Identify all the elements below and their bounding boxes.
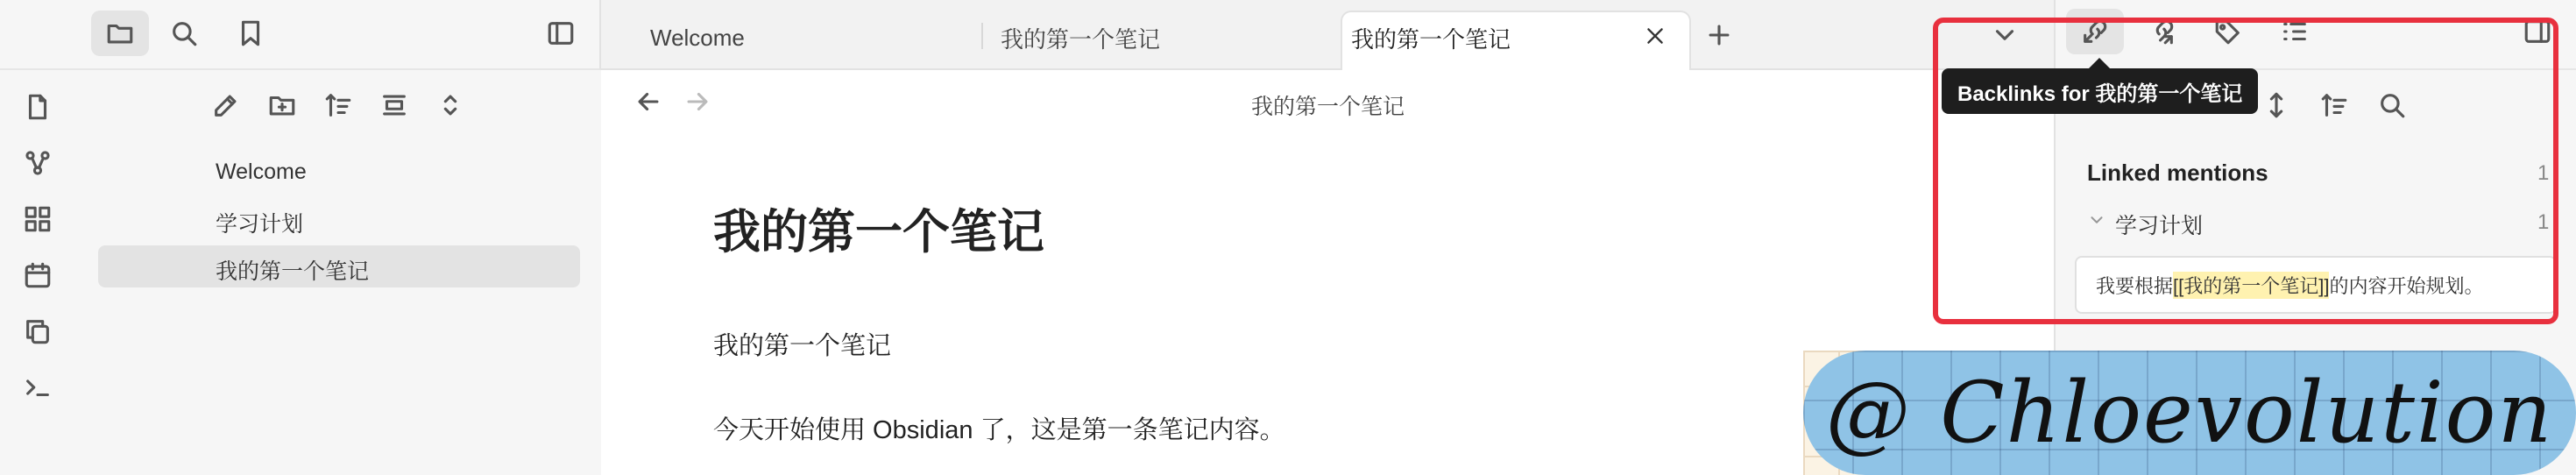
note-paragraph-1[interactable]: 我的第一个笔记 (713, 332, 892, 360)
sort-icon[interactable] (321, 88, 356, 123)
bookmark-icon[interactable] (233, 16, 268, 51)
linked-mentions-label[interactable]: Linked mentions (2087, 160, 2268, 186)
note-paragraph-2[interactable]: 今天开始使用 Obsidian 了，这是第一条笔记内容。 (713, 416, 1285, 444)
new-folder-icon[interactable] (265, 88, 300, 123)
file-item-first-note[interactable]: 我的第一个笔记 (216, 259, 370, 284)
linked-mentions-count: 1 (2537, 161, 2550, 185)
search-icon[interactable] (166, 16, 202, 51)
tab-first-note[interactable]: 我的第一个笔记 (1001, 25, 1161, 53)
tab-welcome[interactable]: Welcome (650, 24, 745, 51)
watermark-badge (1803, 351, 2576, 475)
note-header-title: 我的第一个笔记 (1251, 95, 1405, 119)
forward-arrow-icon[interactable] (680, 84, 715, 119)
backlink-group-count: 1 (2537, 210, 2550, 234)
tab-divider (981, 23, 983, 49)
file-item-study-plan[interactable]: 学习计划 (216, 212, 304, 237)
backlink-group-name[interactable]: 学习计划 (2115, 214, 2204, 238)
tab-first-note-active[interactable]: 我的第一个笔记 (1351, 25, 1511, 53)
canvas-icon[interactable] (20, 202, 55, 237)
new-note-icon[interactable] (20, 89, 55, 124)
red-highlight-annotation (1933, 18, 2558, 324)
watermark-text: @ Chloevolution (1825, 364, 2554, 462)
left-top-toolbar (0, 0, 601, 70)
collapse-icon[interactable] (377, 88, 412, 123)
new-tab-icon[interactable] (1702, 18, 1737, 53)
snippet-text-before: 我要根据 (2096, 274, 2174, 297)
note-heading[interactable]: 我的第一个笔记 (713, 206, 1044, 259)
snippet-link[interactable]: [[我的第一个笔记]] (2173, 272, 2329, 299)
file-item-welcome[interactable]: Welcome (216, 160, 307, 184)
calendar-icon[interactable] (20, 258, 55, 293)
close-tab-icon[interactable] (1640, 21, 1670, 51)
copy-icon[interactable] (20, 314, 55, 349)
terminal-icon[interactable] (20, 370, 55, 405)
file-explorer (75, 70, 603, 475)
left-ribbon (0, 70, 77, 475)
backlinks-tooltip: Backlinks for 我的第一个笔记 (1942, 68, 2258, 114)
folder-icon[interactable] (103, 16, 138, 51)
snippet-text-after: 的内容开始规划。 (2329, 274, 2484, 297)
back-arrow-icon[interactable] (631, 84, 666, 119)
new-note-icon[interactable] (209, 88, 244, 123)
expand-collapse-icon[interactable] (433, 88, 468, 123)
sidebar-toggle-icon[interactable] (543, 16, 578, 51)
tab-bar (601, 0, 2054, 70)
graph-view-icon[interactable] (20, 145, 55, 181)
